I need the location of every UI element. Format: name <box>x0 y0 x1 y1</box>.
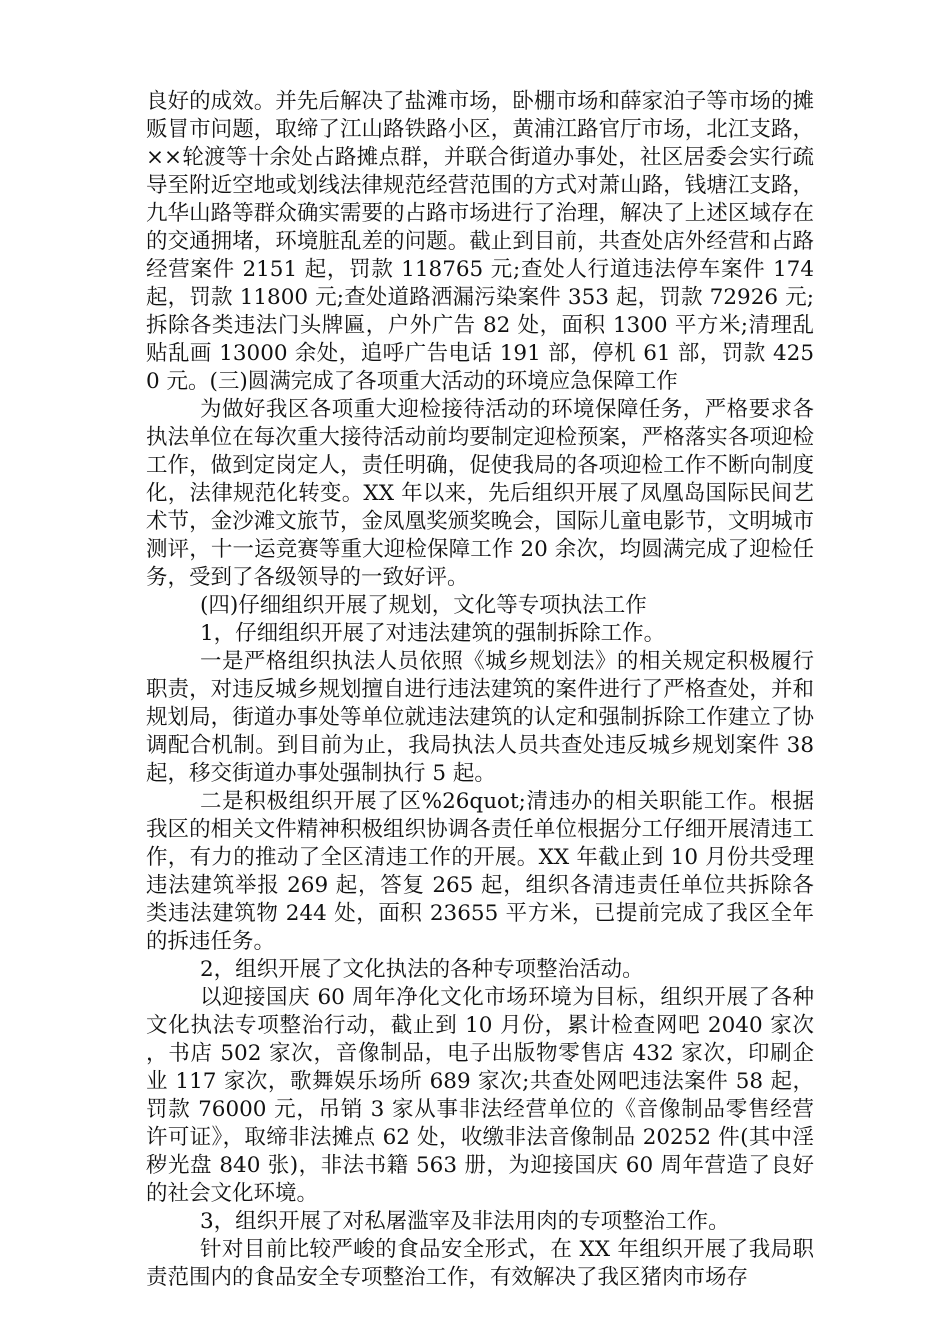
document-page <box>146 88 814 1292</box>
paragraph: 二是积极组织开展了区%26quot;清违办的相关职能工作。根据我区的相关文件精神积极组织协调各责任单位根据分工仔细开展清违工作，有力的推动了全区清违工作的开展。XX 年截止到 10 月份共受理违法建筑举报 269 起，答复 265 起，组织各清违责任单位共拆除各类违法建筑物 244 处，面积 23655 平方米，已提前完成了我区全年的拆违任务。 <box>146 789 814 954</box>
subsection-heading: 3，组织开展了对私屠滥宰及非法用肉的专项整治工作。 <box>200 1209 730 1234</box>
paragraph: 以迎接国庆 60 周年净化文化市场环境为目标，组织开展了各种文化执法专项整治行动，截止到 10 月份，累计检查网吧 2040 家次，书店 502 家次，音像制品，电子出版物零售店 432 家次，印刷企业 117 家次，歌舞娱乐场所 689 家次;共查处网吧违法案件 58 起，罚款 76000 元，吊销 3 家从事非法经营单位的《音像制品零售经营许可证》，取缔非法摊点 62 处，收缴非法音像制品 20252 件(其中淫秽光盘 840 张)，非法书籍 563 册，为迎接国庆 60 周年营造了良好的社会文化环境。 <box>146 985 814 1206</box>
subsection-heading: 2，组织开展了文化执法的各种专项整治活动。 <box>200 957 644 982</box>
subsection-heading: 1，仔细组织开展了对违法建筑的强制拆除工作。 <box>200 621 666 646</box>
section-heading: (四)仔细组织开展了规划，文化等专项执法工作 <box>200 593 647 618</box>
paragraph: 良好的成效。并先后解决了盐滩市场，卧棚市场和薛家泊子等市场的摊贩冒市问题，取缔了江山路铁路小区，黄浦江路官厅市场，北江支路，××轮渡等十余处占路摊点群，并联合街道办事处，社区居委会实行疏导至附近空地或划线法律规范经营范围的方式对萧山路，钱塘江支路，九华山路等群众确实需要的占路市场进行了治理，解决了上述区域存在的交通拥堵，环境脏乱差的问题。截止到目前，共查处店外经营和占路经营案件 2151 起，罚款 118765 元;查处人行道违法停车案件 174 起，罚款 11800 元;查处道路洒漏污染案件 353 起，罚款 72926 元;拆除各类违法门头牌匾，户外广告 82 处，面积 1300 平方米;清理乱贴乱画 13000 余处，追呼广告电话 191 部，停机 61 部，罚款 4250 元。(三)圆满完成了各项重大活动的环境应急保障工作 <box>146 89 814 394</box>
paragraph: 针对目前比较严峻的食品安全形式，在 XX 年组织开展了我局职责范围内的食品安全专项整治工作，有效解决了我区猪肉市场存 <box>146 1237 814 1290</box>
paragraph: 为做好我区各项重大迎检接待活动的环境保障任务，严格要求各执法单位在每次重大接待活动前均要制定迎检预案，严格落实各项迎检工作，做到定岗定人，责任明确，促使我局的各项迎检工作不断向制度化，法律规范化转变。XX 年以来，先后组织开展了凤凰岛国际民间艺术节，金沙滩文旅节，金凤凰奖颁奖晚会，国际儿童电影节，文明城市测评，十一运竞赛等重大迎检保障工作 20 余次，均圆满完成了迎检任务，受到了各级领导的一致好评。 <box>146 397 814 590</box>
paragraph: 一是严格组织执法人员依照《城乡规划法》的相关规定积极履行职责，对违反城乡规划擅自进行违法建筑的案件进行了严格查处，并和规划局，街道办事处等单位就违法建筑的认定和强制拆除工作建立了协调配合机制。到目前为止，我局执法人员共查处违反城乡规划案件 38 起，移交街道办事处强制执行 5 起。 <box>146 649 814 786</box>
